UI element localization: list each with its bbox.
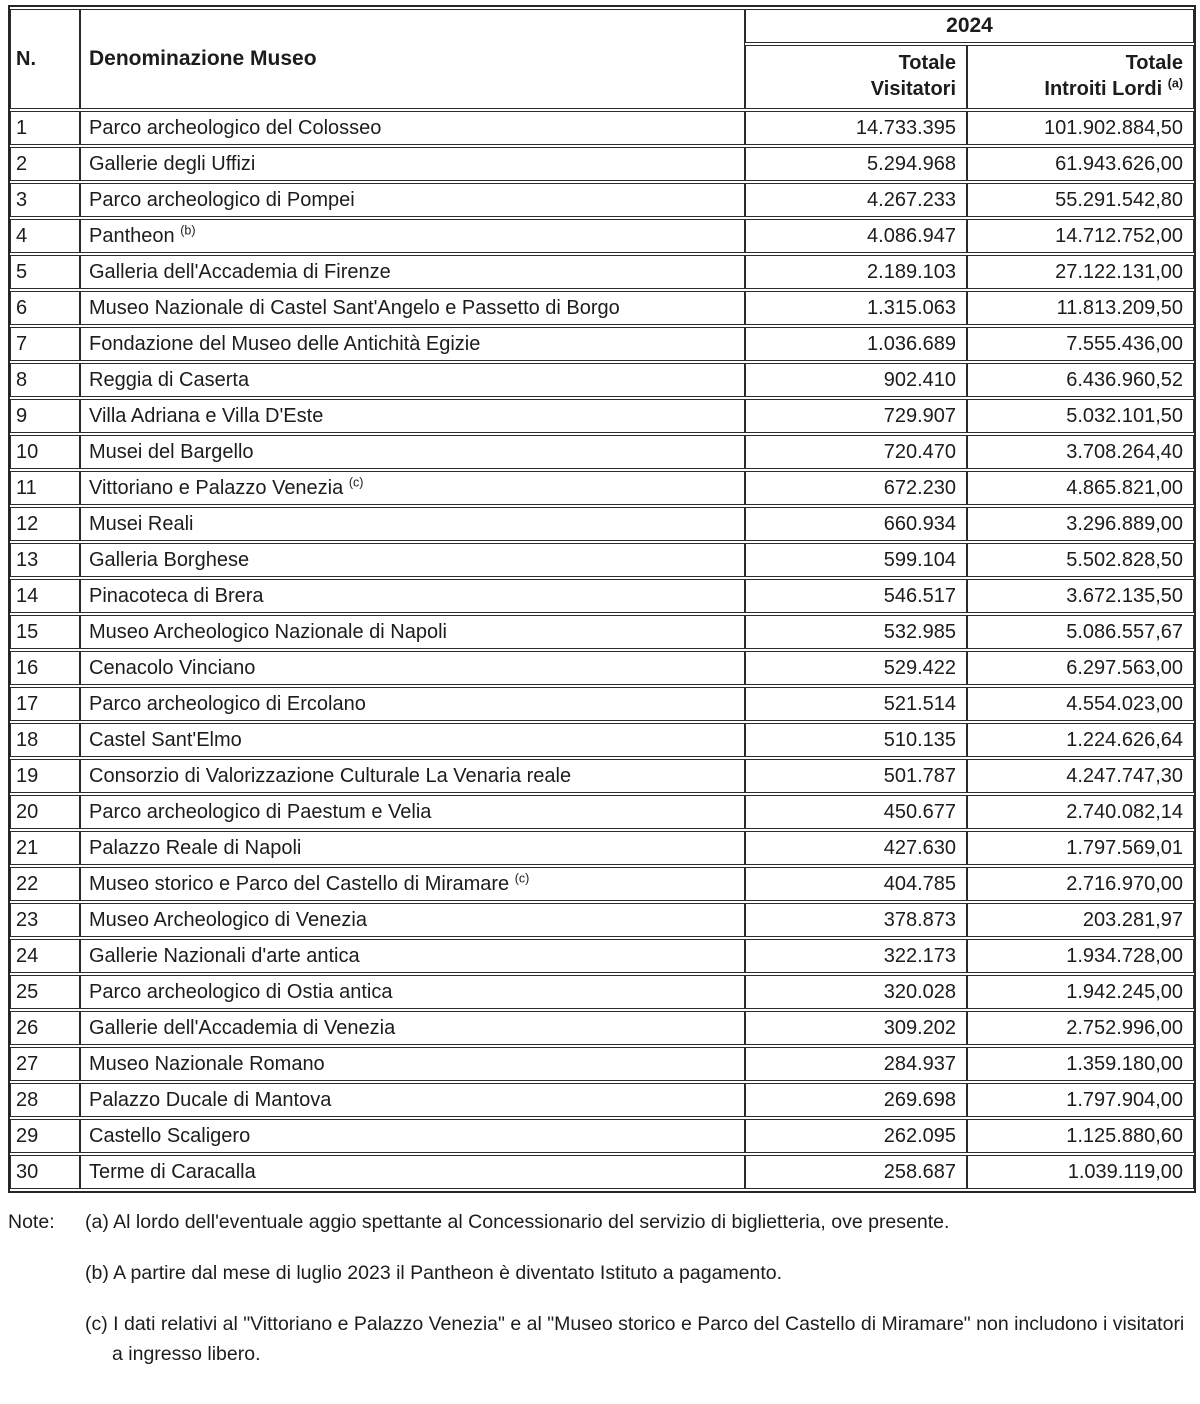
footnote-a-marker: (a) [1167, 76, 1183, 91]
museum-name-cell: Parco archeologico di Ostia antica [80, 975, 745, 1009]
total-gross-revenue-cell: 1.942.245,00 [967, 975, 1194, 1009]
total-gross-revenue-cell: 4.247.747,30 [967, 759, 1194, 793]
total-visitors-cell: 529.422 [745, 651, 967, 685]
row-number-cell: 21 [10, 831, 80, 865]
notes-label: Note: [8, 1211, 55, 1233]
total-gross-revenue-cell: 1.039.119,00 [967, 1155, 1194, 1189]
total-visitors-label-line1: Totale [898, 52, 956, 74]
table-row [10, 1047, 1194, 1081]
museum-name-cell: Museo Archeologico di Venezia [80, 903, 745, 937]
table-row [10, 291, 1194, 325]
row-number-cell: 5 [10, 255, 80, 289]
table-row [10, 327, 1194, 361]
row-number-cell: 1 [10, 111, 80, 145]
museum-name-cell: Parco archeologico di Paestum e Velia [80, 795, 745, 829]
row-number-cell: 25 [10, 975, 80, 1009]
row-number-cell: 9 [10, 399, 80, 433]
museum-name-cell: Terme di Caracalla [80, 1155, 745, 1189]
total-revenue-label-line2: Introiti Lordi [1044, 78, 1163, 100]
table-row [10, 939, 1194, 973]
total-gross-revenue-cell: 2.716.970,00 [967, 867, 1194, 901]
note-item: (b) A partire dal mese di luglio 2023 il Pantheon è diventato Istituto a pagamento. [85, 1262, 783, 1284]
total-visitors-cell: 262.095 [745, 1119, 967, 1153]
total-gross-revenue-cell: 1.125.880,60 [967, 1119, 1194, 1153]
table-row [10, 1011, 1194, 1045]
row-number-cell: 4 [10, 219, 80, 253]
museum-name-cell: Palazzo Ducale di Mantova [80, 1083, 745, 1117]
column-header-museum-name: Denominazione Museo [80, 9, 745, 109]
total-visitors-cell: 309.202 [745, 1011, 967, 1045]
total-visitors-cell: 672.230 [745, 471, 967, 505]
total-visitors-cell: 720.470 [745, 435, 967, 469]
total-gross-revenue-cell: 2.740.082,14 [967, 795, 1194, 829]
row-number-cell: 22 [10, 867, 80, 901]
total-gross-revenue-cell: 61.943.626,00 [967, 147, 1194, 181]
notes-list [85, 1207, 1190, 1369]
table-row [10, 1119, 1194, 1153]
total-gross-revenue-cell: 3.708.264,40 [967, 435, 1194, 469]
column-header-total-visitors [745, 45, 967, 109]
museum-name-cell: Gallerie degli Uffizi [80, 147, 745, 181]
museum-name-cell: Gallerie Nazionali d'arte antica [80, 939, 745, 973]
table-row [10, 903, 1194, 937]
table-row [10, 759, 1194, 793]
row-number-cell: 7 [10, 327, 80, 361]
table-row [10, 255, 1194, 289]
row-number-cell: 29 [10, 1119, 80, 1153]
row-number-cell: 15 [10, 615, 80, 649]
total-gross-revenue-cell: 1.359.180,00 [967, 1047, 1194, 1081]
row-number-cell: 8 [10, 363, 80, 397]
table-row [10, 723, 1194, 757]
table-row [10, 687, 1194, 721]
row-number-cell: 24 [10, 939, 80, 973]
total-gross-revenue-cell: 3.296.889,00 [967, 507, 1194, 541]
table-row [10, 507, 1194, 541]
museum-name-cell: Pinacoteca di Brera [80, 579, 745, 613]
total-gross-revenue-cell: 27.122.131,00 [967, 255, 1194, 289]
row-number-cell: 3 [10, 183, 80, 217]
museums-table-container [8, 5, 1192, 1193]
total-visitors-cell: 322.173 [745, 939, 967, 973]
museum-name-cell: Pantheon $^{(b)}$ [80, 219, 745, 253]
museum-name-cell: Palazzo Reale di Napoli [80, 831, 745, 865]
row-number-cell: 2 [10, 147, 80, 181]
total-visitors-cell: 427.630 [745, 831, 967, 865]
total-visitors-cell: 521.514 [745, 687, 967, 721]
footnote-marker: (c) [348, 474, 364, 489]
total-gross-revenue-cell: 7.555.436,00 [967, 327, 1194, 361]
table-row [10, 867, 1194, 901]
row-number-cell: 30 [10, 1155, 80, 1189]
museum-name-cell: Parco archeologico del Colosseo [80, 111, 745, 145]
column-header-total-gross-revenue [967, 45, 1194, 109]
total-revenue-label-line1: Totale [1125, 52, 1183, 74]
row-number-cell: 17 [10, 687, 80, 721]
total-gross-revenue-cell: 5.502.828,50 [967, 543, 1194, 577]
museum-name-cell: Reggia di Caserta [80, 363, 745, 397]
total-gross-revenue-cell: 2.752.996,00 [967, 1011, 1194, 1045]
total-visitors-cell: 284.937 [745, 1047, 967, 1081]
row-number-cell: 20 [10, 795, 80, 829]
total-visitors-cell: 501.787 [745, 759, 967, 793]
notes-section [8, 1207, 1190, 1369]
museums-table [8, 5, 1196, 1193]
note-item: (c) I dati relativi al "Vittoriano e Palazzo Venezia" e al "Museo storico e Parco del Castello di Miramare" non includono i visitatori a ingresso libero. [85, 1313, 1185, 1365]
total-visitors-cell: 532.985 [745, 615, 967, 649]
total-visitors-cell: 258.687 [745, 1155, 967, 1189]
total-visitors-cell: 320.028 [745, 975, 967, 1009]
museum-name-cell: Museo storico e Parco del Castello di Miramare $^{(c)}$ [80, 867, 745, 901]
table-row [10, 975, 1194, 1009]
row-number-cell: 18 [10, 723, 80, 757]
footnote-marker: (c) [514, 870, 530, 885]
total-gross-revenue-cell: 4.865.821,00 [967, 471, 1194, 505]
total-gross-revenue-cell: 55.291.542,80 [967, 183, 1194, 217]
table-row [10, 1083, 1194, 1117]
total-gross-revenue-cell: 3.672.135,50 [967, 579, 1194, 613]
footnote-marker: (b) [180, 222, 196, 237]
total-visitors-cell: 4.267.233 [745, 183, 967, 217]
total-gross-revenue-cell: 4.554.023,00 [967, 687, 1194, 721]
note-item: (a) Al lordo dell'eventuale aggio spettante al Concessionario del servizio di biglietteria, ove presente. [85, 1211, 950, 1233]
table-row [10, 399, 1194, 433]
museum-name-cell: Castello Scaligero [80, 1119, 745, 1153]
total-gross-revenue-cell: 11.813.209,50 [967, 291, 1194, 325]
row-number-cell: 12 [10, 507, 80, 541]
total-visitors-cell: 599.104 [745, 543, 967, 577]
museum-name-cell: Parco archeologico di Ercolano [80, 687, 745, 721]
row-number-cell: 19 [10, 759, 80, 793]
museum-name-cell: Galleria Borghese [80, 543, 745, 577]
row-number-cell: 14 [10, 579, 80, 613]
header-row-top [10, 9, 1194, 43]
table-row [10, 579, 1194, 613]
museum-name-cell: Consorzio di Valorizzazione Culturale La Venaria reale [80, 759, 745, 793]
total-visitors-cell: 2.189.103 [745, 255, 967, 289]
museum-name-cell: Galleria dell'Accademia di Firenze [80, 255, 745, 289]
total-gross-revenue-cell: 5.086.557,67 [967, 615, 1194, 649]
museum-name-cell: Museo Archeologico Nazionale di Napoli [80, 615, 745, 649]
total-gross-revenue-cell: 1.934.728,00 [967, 939, 1194, 973]
row-number-cell: 10 [10, 435, 80, 469]
table-row [10, 543, 1194, 577]
table-row [10, 219, 1194, 253]
table-row [10, 111, 1194, 145]
museum-name-cell: Fondazione del Museo delle Antichità Egizie [80, 327, 745, 361]
total-visitors-cell: 5.294.968 [745, 147, 967, 181]
total-visitors-cell: 1.315.063 [745, 291, 967, 325]
row-number-cell: 11 [10, 471, 80, 505]
total-visitors-cell: 546.517 [745, 579, 967, 613]
total-visitors-cell: 404.785 [745, 867, 967, 901]
museum-name-cell: Cenacolo Vinciano [80, 651, 745, 685]
table-row [10, 615, 1194, 649]
museum-name-cell: Parco archeologico di Pompei [80, 183, 745, 217]
row-number-cell: 16 [10, 651, 80, 685]
total-visitors-cell: 660.934 [745, 507, 967, 541]
total-visitors-cell: 902.410 [745, 363, 967, 397]
total-gross-revenue-cell: 1.797.569,01 [967, 831, 1194, 865]
total-visitors-cell: 14.733.395 [745, 111, 967, 145]
total-gross-revenue-cell: 14.712.752,00 [967, 219, 1194, 253]
table-row [10, 651, 1194, 685]
total-gross-revenue-cell: 101.902.884,50 [967, 111, 1194, 145]
total-visitors-cell: 378.873 [745, 903, 967, 937]
table-row [10, 183, 1194, 217]
table-row [10, 831, 1194, 865]
museum-name-cell: Musei Reali [80, 507, 745, 541]
table-body [10, 111, 1194, 1189]
total-visitors-cell: 269.698 [745, 1083, 967, 1117]
column-header-year-2024: 2024 [745, 9, 1194, 43]
total-gross-revenue-cell: 1.797.904,00 [967, 1083, 1194, 1117]
museum-name-cell: Museo Nazionale Romano [80, 1047, 745, 1081]
total-visitors-label-line2: Visitatori [870, 78, 956, 100]
table-header [10, 9, 1194, 109]
table-row [10, 363, 1194, 397]
table-row [10, 1155, 1194, 1189]
table-row [10, 147, 1194, 181]
row-number-cell: 26 [10, 1011, 80, 1045]
row-number-cell: 28 [10, 1083, 80, 1117]
column-header-n: N. [10, 9, 80, 109]
table-row [10, 471, 1194, 505]
museum-name-cell: Villa Adriana e Villa D'Este [80, 399, 745, 433]
table-row [10, 795, 1194, 829]
total-gross-revenue-cell: 1.224.626,64 [967, 723, 1194, 757]
total-gross-revenue-cell: 203.281,97 [967, 903, 1194, 937]
total-visitors-cell: 1.036.689 [745, 327, 967, 361]
museum-name-cell: Vittoriano e Palazzo Venezia $^{(c)}$ [80, 471, 745, 505]
table-row [10, 435, 1194, 469]
total-gross-revenue-cell: 6.297.563,00 [967, 651, 1194, 685]
museum-name-cell: Gallerie dell'Accademia di Venezia [80, 1011, 745, 1045]
total-gross-revenue-cell: 5.032.101,50 [967, 399, 1194, 433]
row-number-cell: 6 [10, 291, 80, 325]
total-visitors-cell: 729.907 [745, 399, 967, 433]
total-visitors-cell: 4.086.947 [745, 219, 967, 253]
row-number-cell: 13 [10, 543, 80, 577]
total-visitors-cell: 450.677 [745, 795, 967, 829]
row-number-cell: 27 [10, 1047, 80, 1081]
museum-name-cell: Museo Nazionale di Castel Sant'Angelo e Passetto di Borgo [80, 291, 745, 325]
total-visitors-cell: 510.135 [745, 723, 967, 757]
museum-name-cell: Musei del Bargello [80, 435, 745, 469]
total-gross-revenue-cell: 6.436.960,52 [967, 363, 1194, 397]
museum-name-cell: Castel Sant'Elmo [80, 723, 745, 757]
row-number-cell: 23 [10, 903, 80, 937]
